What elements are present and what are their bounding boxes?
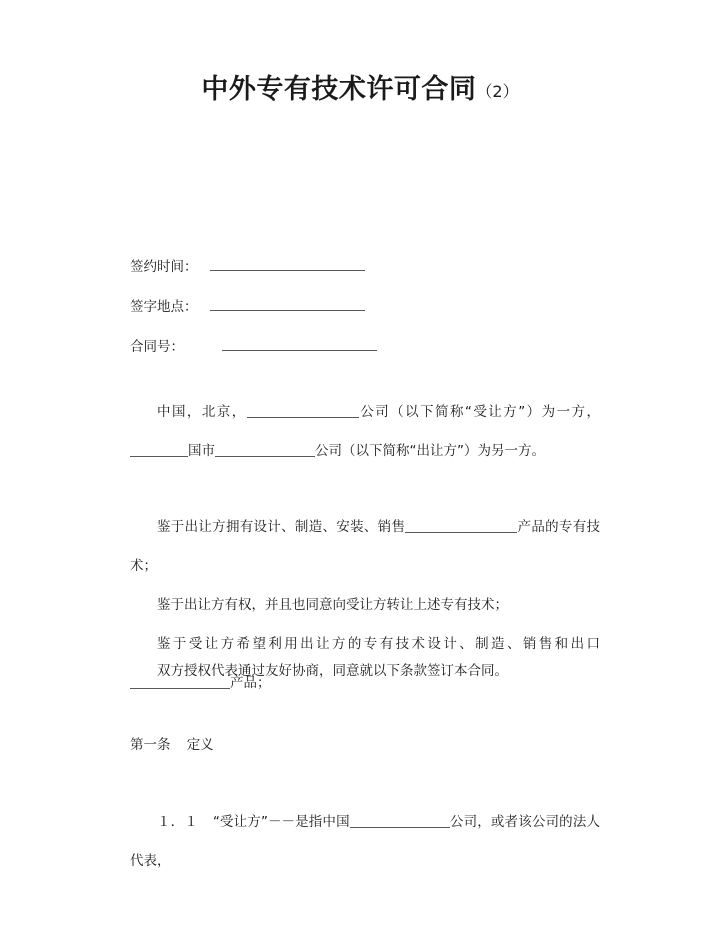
field-blank-signing-date[interactable] xyxy=(210,258,365,271)
definition-term: “受让方”－－是指中国 xyxy=(212,814,350,830)
section-heading-label: 定义 xyxy=(186,737,214,753)
recital-2-text: 鉴于出让方有权，并且也同意向受让方转让上述专有技术； xyxy=(157,597,508,613)
parties-blank-licensor-company[interactable] xyxy=(215,444,315,457)
contract-metadata-fields xyxy=(130,258,600,378)
recital-1-text-a: 鉴于出让方拥有设计、制造、安装、销售 xyxy=(157,519,406,535)
field-label-signing-date: 签约时间： xyxy=(130,259,198,275)
parties-seg-3: 国市 xyxy=(188,443,215,459)
page-title xyxy=(0,74,720,106)
recital-1-text-b: 产品的专有技术； xyxy=(130,519,600,574)
page-title-suffix: （2） xyxy=(476,82,519,101)
section-number: 第一条 xyxy=(130,737,171,753)
definition-clause-1-1 xyxy=(130,803,600,881)
field-row-contract-number xyxy=(130,338,600,378)
recital-line-1 xyxy=(130,508,600,586)
definition-tail: 公司，或者该公司的法人代表， xyxy=(130,814,600,869)
parties-seg-4: 公司（以下简称“出让方”）为另一方。 xyxy=(315,443,545,459)
field-blank-contract-number[interactable] xyxy=(222,338,377,351)
parties-seg-1: 中国，北京， xyxy=(157,404,247,420)
parties-blank-licensee-company[interactable] xyxy=(247,405,359,418)
field-row-signing-place xyxy=(130,298,600,338)
section-heading-article-1 xyxy=(130,726,214,765)
agreement-paragraph-text: 双方授权代表通过友好协商，同意就以下条款签订本合同。 xyxy=(157,663,508,679)
definition-clause-1-1-text xyxy=(130,803,600,881)
parties-seg-2: 公司（以下简称“受让方”）为一方， xyxy=(358,404,600,420)
recital-3-text-a: 鉴于受让方希望利用出让方的专有技术设计、制造、销售和出口 xyxy=(157,636,600,652)
agreement-paragraph xyxy=(130,652,600,691)
field-row-signing-date xyxy=(130,258,600,298)
recital-line-2 xyxy=(130,586,600,625)
field-blank-signing-place[interactable] xyxy=(210,298,365,311)
field-label-signing-place: 签字地点： xyxy=(130,299,198,315)
recital-3-text-b: 产品； xyxy=(230,675,271,691)
field-label-contract-number: 合同号： xyxy=(130,339,184,355)
parties-paragraph xyxy=(130,393,600,471)
page-title-main: 中外专有技术许可合同 xyxy=(201,74,477,105)
parties-paragraph-text xyxy=(130,393,600,471)
parties-blank-country[interactable] xyxy=(130,444,188,457)
recital-1-blank-product[interactable] xyxy=(405,520,517,533)
definition-index: １．１ xyxy=(157,814,198,830)
definition-blank-company[interactable] xyxy=(350,815,450,828)
